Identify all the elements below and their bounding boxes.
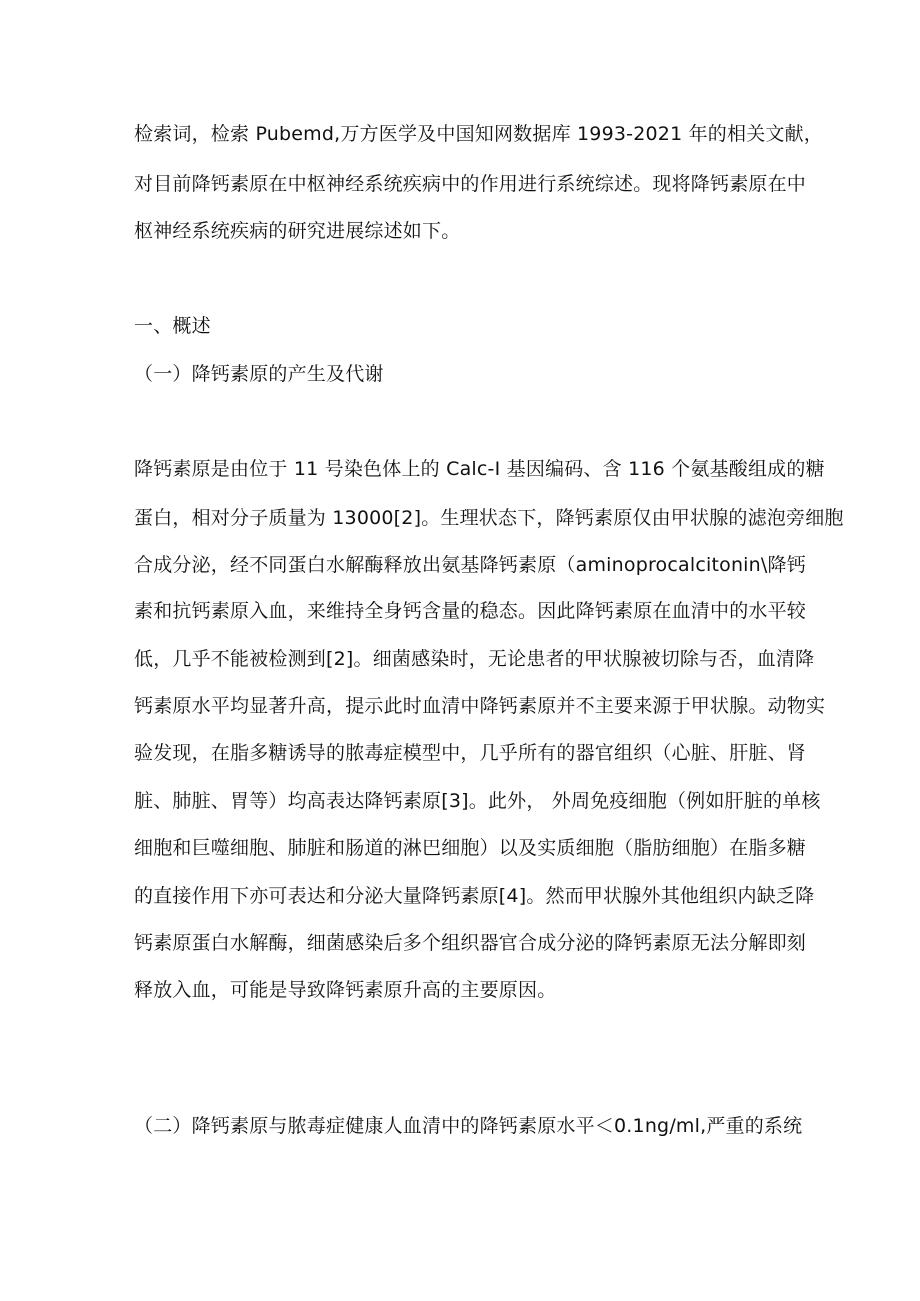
subsection-1-heading: （一）降钙素原的产生及代谢 [134,363,384,385]
body-line-8: 脏、肺脏、胃等）均高表达降钙素原[3]。此外， 外周免疫细胞（例如肝脏的单核 [134,790,821,812]
section-heading: 一、概述 [134,315,211,337]
body-line-6: 钙素原水平均显著升高，提示此时血清中降钙素原并不主要来源于甲状腺。动物实 [134,695,826,717]
intro-line-3: 枢神经系统疾病的研究进展综述如下。 [134,220,461,242]
intro-line-1: 检索词，检索 Pubemd,万方医学及中国知网数据库 1993-2021 年的相关文献， [134,123,824,145]
body-line-10: 的直接作用下亦可表达和分泌大量降钙素原[4]。然而甲状腺外其他组织内缺乏降 [134,885,815,907]
body-line-2: 蛋白，相对分子质量为 13000[2]。生理状态下，降钙素原仅由甲状腺的滤泡旁细胞 [134,507,844,529]
body-line-9: 细胞和巨噬细胞、肺脏和肠道的淋巴细胞）以及实质细胞（脂肪细胞）在脂多糖 [134,837,807,859]
subsection-2-heading-line: （二）降钙素原与脓毒症健康人血清中的降钙素原水平＜0.1ng/ml,严重的系统 [134,1115,803,1137]
body-line-11: 钙素原蛋白水解酶，细菌感染后多个组织器官合成分泌的降钙素原无法分解即刻 [134,932,807,954]
body-line-5: 低，几乎不能被检测到[2]。细菌感染时，无论患者的甲状腺被切除与否，血清降 [134,648,815,670]
body-line-4: 素和抗钙素原入血，来维持全身钙含量的稳态。因此降钙素原在血清中的水平较 [134,600,807,622]
intro-line-2: 对目前降钙素原在中枢神经系统疾病中的作用进行系统综述。现将降钙素原在中 [134,173,807,195]
body-line-7: 验发现，在脂多糖诱导的脓毒症模型中，几乎所有的器官组织（心脏、肝脏、肾 [134,742,807,764]
body-line-12: 释放入血，可能是导致降钙素原升高的主要原因。 [134,979,557,1001]
body-line-3: 合成分泌，经不同蛋白水解酶释放出氨基降钙素原（aminoprocalcitonin\降钙 [134,554,806,576]
body-line-1: 降钙素原是由位于 11 号染色体上的 Calc-I 基因编码、含 116 个氨基酸组成的糖 [134,458,825,480]
